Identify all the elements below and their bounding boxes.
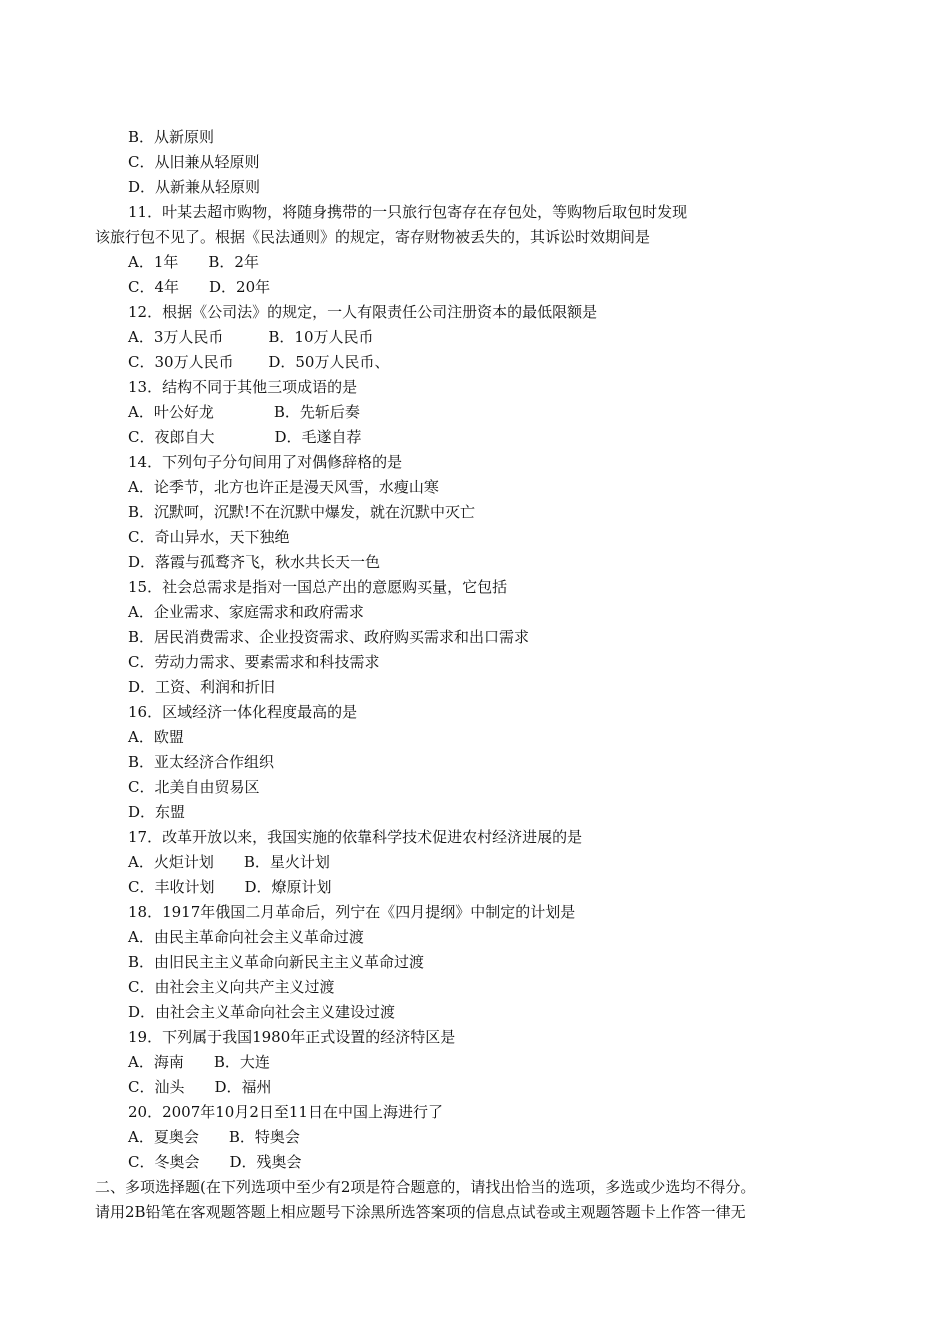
option-line: C．从旧兼从轻原则 xyxy=(128,153,260,171)
option-line: A．企业需求、家庭需求和政府需求 xyxy=(128,603,364,621)
question-line: 16．区域经济一体化程度最高的是 xyxy=(128,703,358,721)
option-line: D．由社会主义革命向社会主义建设过渡 xyxy=(128,1003,396,1021)
option-line: A．欧盟 xyxy=(128,728,184,746)
question-line: 11．叶某去超市购物，将随身携带的一只旅行包寄存在存包处，等购物后取包时发现 xyxy=(128,203,688,221)
option-line: D．从新兼从轻原则 xyxy=(128,178,261,196)
option-line: D．东盟 xyxy=(128,803,186,821)
option-line: C．北美自由贸易区 xyxy=(128,778,260,796)
option-line: C．汕头 D．福州 xyxy=(128,1078,272,1096)
question-line: 14．下列句子分句间用了对偶修辞格的是 xyxy=(128,453,403,471)
option-line: C．劳动力需求、要素需求和科技需求 xyxy=(128,653,380,671)
question-line: 17．改革开放以来，我国实施的依靠科学技术促进农村经济进展的是 xyxy=(128,828,583,846)
option-line: A．海南 B．大连 xyxy=(128,1053,270,1071)
question-line: 12．根据《公司法》的规定，一人有限责任公司注册资本的最低限额是 xyxy=(128,303,598,321)
option-line: D．工资、利润和折旧 xyxy=(128,678,276,696)
option-line: A．由民主革命向社会主义革命过渡 xyxy=(128,928,364,946)
question-line: 19．下列属于我国1980年正式设置的经济特区是 xyxy=(128,1028,456,1046)
option-line: C．冬奥会 D．残奥会 xyxy=(128,1153,302,1171)
section-heading-continuation: 请用2B铅笔在客观题答题上相应题号下涂黑所选答案项的信息点试卷或主观题答题卡上作答一律无 xyxy=(95,1203,746,1221)
option-line: B．亚太经济合作组织 xyxy=(128,753,275,771)
question-line: 13．结构不同于其他三项成语的是 xyxy=(128,378,358,396)
option-line: A．3万人民币 B．10万人民币 xyxy=(128,328,374,346)
option-line: A．1年 B．2年 xyxy=(128,253,259,271)
question-line: 15．社会总需求是指对一国总产出的意愿购买量，它包括 xyxy=(128,578,508,596)
option-line: B．从新原则 xyxy=(128,128,215,146)
option-line: B．由旧民主主义革命向新民主主义革命过渡 xyxy=(128,953,425,971)
option-line: C．奇山异水，天下独绝 xyxy=(128,528,290,546)
option-line: B．沉默呵，沉默!不在沉默中爆发，就在沉默中灭亡 xyxy=(128,503,476,521)
option-line: C．由社会主义向共产主义过渡 xyxy=(128,978,335,996)
option-line: C．30万人民币 D．50万人民币、 xyxy=(128,353,390,371)
section-heading: 二、多项选择题(在下列选项中至少有2项是符合题意的，请找出恰当的选项，多选或少选均不得分。 xyxy=(95,1178,756,1196)
option-line: C．丰收计划 D．燎原计划 xyxy=(128,878,332,896)
option-line: A．叶公好龙 B．先斩后奏 xyxy=(128,403,360,421)
option-line: C．4年 D．20年 xyxy=(128,278,271,296)
question-line: 20．2007年10月2日至11日在中国上海进行了 xyxy=(128,1103,443,1121)
option-line: A．论季节，北方也许正是漫天风雪，水瘦山寒 xyxy=(128,478,439,496)
question-continuation: 该旅行包不见了。根据《民法通则》的规定，寄存财物被丢失的，其诉讼时效期间是 xyxy=(95,228,651,246)
option-line: C．夜郎自大 D．毛遂自荐 xyxy=(128,428,362,446)
option-line: B．居民消费需求、企业投资需求、政府购买需求和出口需求 xyxy=(128,628,530,646)
question-line: 18．1917年俄国二月革命后，列宁在《四月提纲》中制定的计划是 xyxy=(128,903,576,921)
option-line: A．火炬计划 B．星火计划 xyxy=(128,853,330,871)
option-line: A．夏奥会 B．特奥会 xyxy=(128,1128,300,1146)
option-line: D．落霞与孤鹜齐飞，秋水共长天一色 xyxy=(128,553,381,571)
